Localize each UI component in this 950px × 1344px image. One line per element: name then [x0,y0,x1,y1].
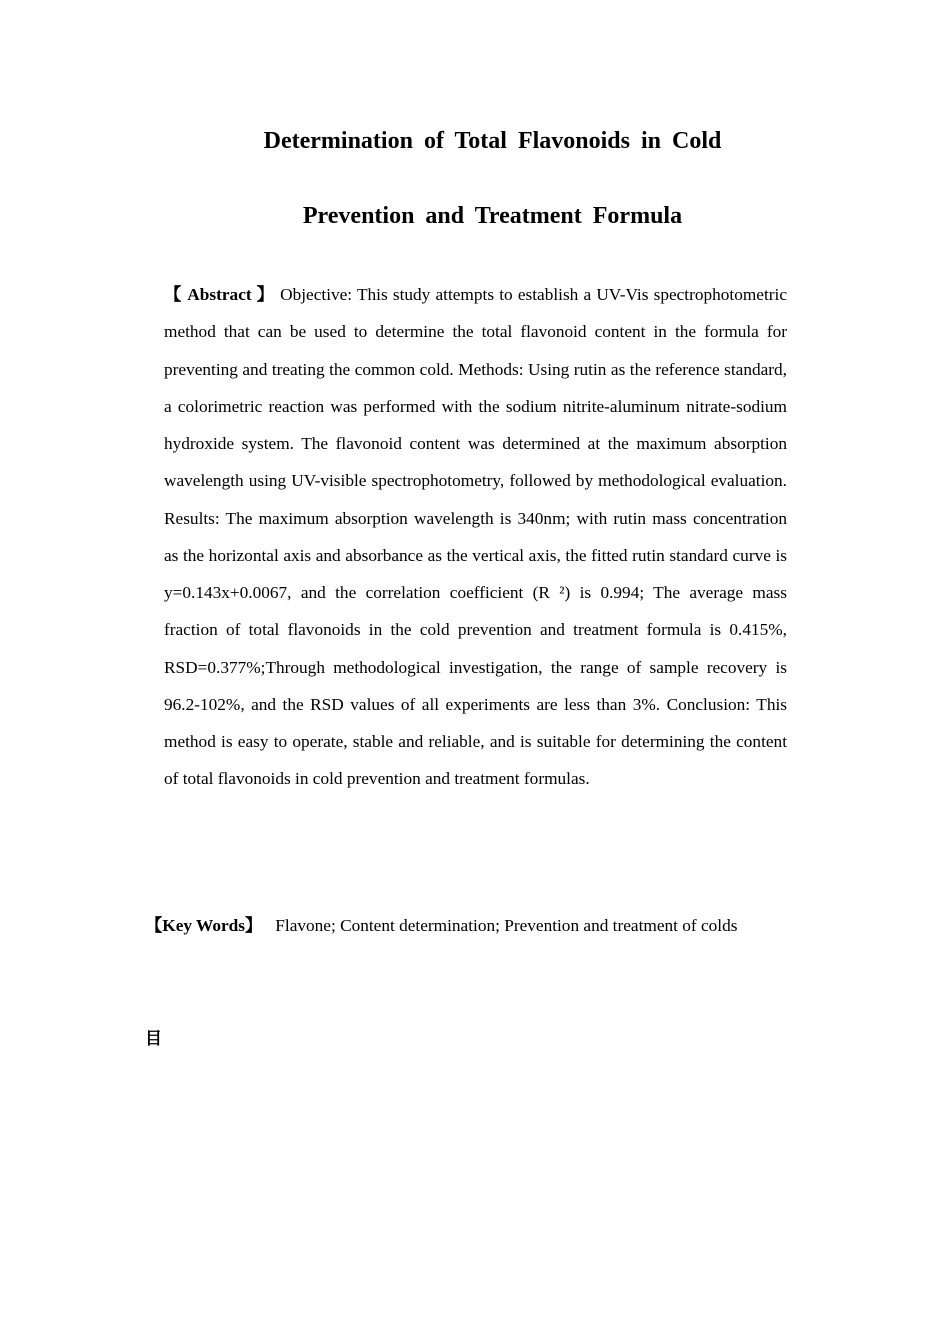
keywords-label: 【Key Words】 [145,916,263,935]
abstract-text: Objective: This study attempts to establish a UV-Vis spectrophotometric method that can be used to determine the total flavonoid content in the formula for preventing and treating the common cold. Methods: Using rutin as the reference standard, a colorimetric reaction was performed with the sodium nitrite-aluminum nitrate-sodium hydroxide system. The flavonoid content was determined at the maximum absorption wavelength using UV-visible spectrophotometry, followed by methodological evaluation. Results: The maximum absorption wavelength is 340nm; with rutin mass concentration as the horizontal axis and absorbance as the vertical axis, the fitted rutin standard curve is y=0.143x+0.0067, and the correlation coefficient (R ²) is 0.994; The average mass fraction of total flavonoids in the cold prevention and treatment formula is 0.415%, RSD=0.377%;Through methodological investigation, the range of sample recovery is 96.2-102%, and the RSD values of all experiments are less than 3%. Conclusion: This method is easy to operate, stable and reliable, and is suitable for determining the content of total flavonoids in cold prevention and treatment formulas. [164,285,788,789]
toc-heading: 目 [145,1029,162,1049]
abstract-label: 【 Abstract 】 [164,285,275,304]
paper-title-line-2: Prevention and Treatment Formula [302,203,683,229]
keywords-text: Flavone; Content determination; Prevention and treatment of colds [275,916,738,935]
keywords-paragraph [145,908,787,944]
paper-title-line-1: Determination of Total Flavonoids in Cold [263,128,722,154]
abstract-paragraph [164,276,787,798]
